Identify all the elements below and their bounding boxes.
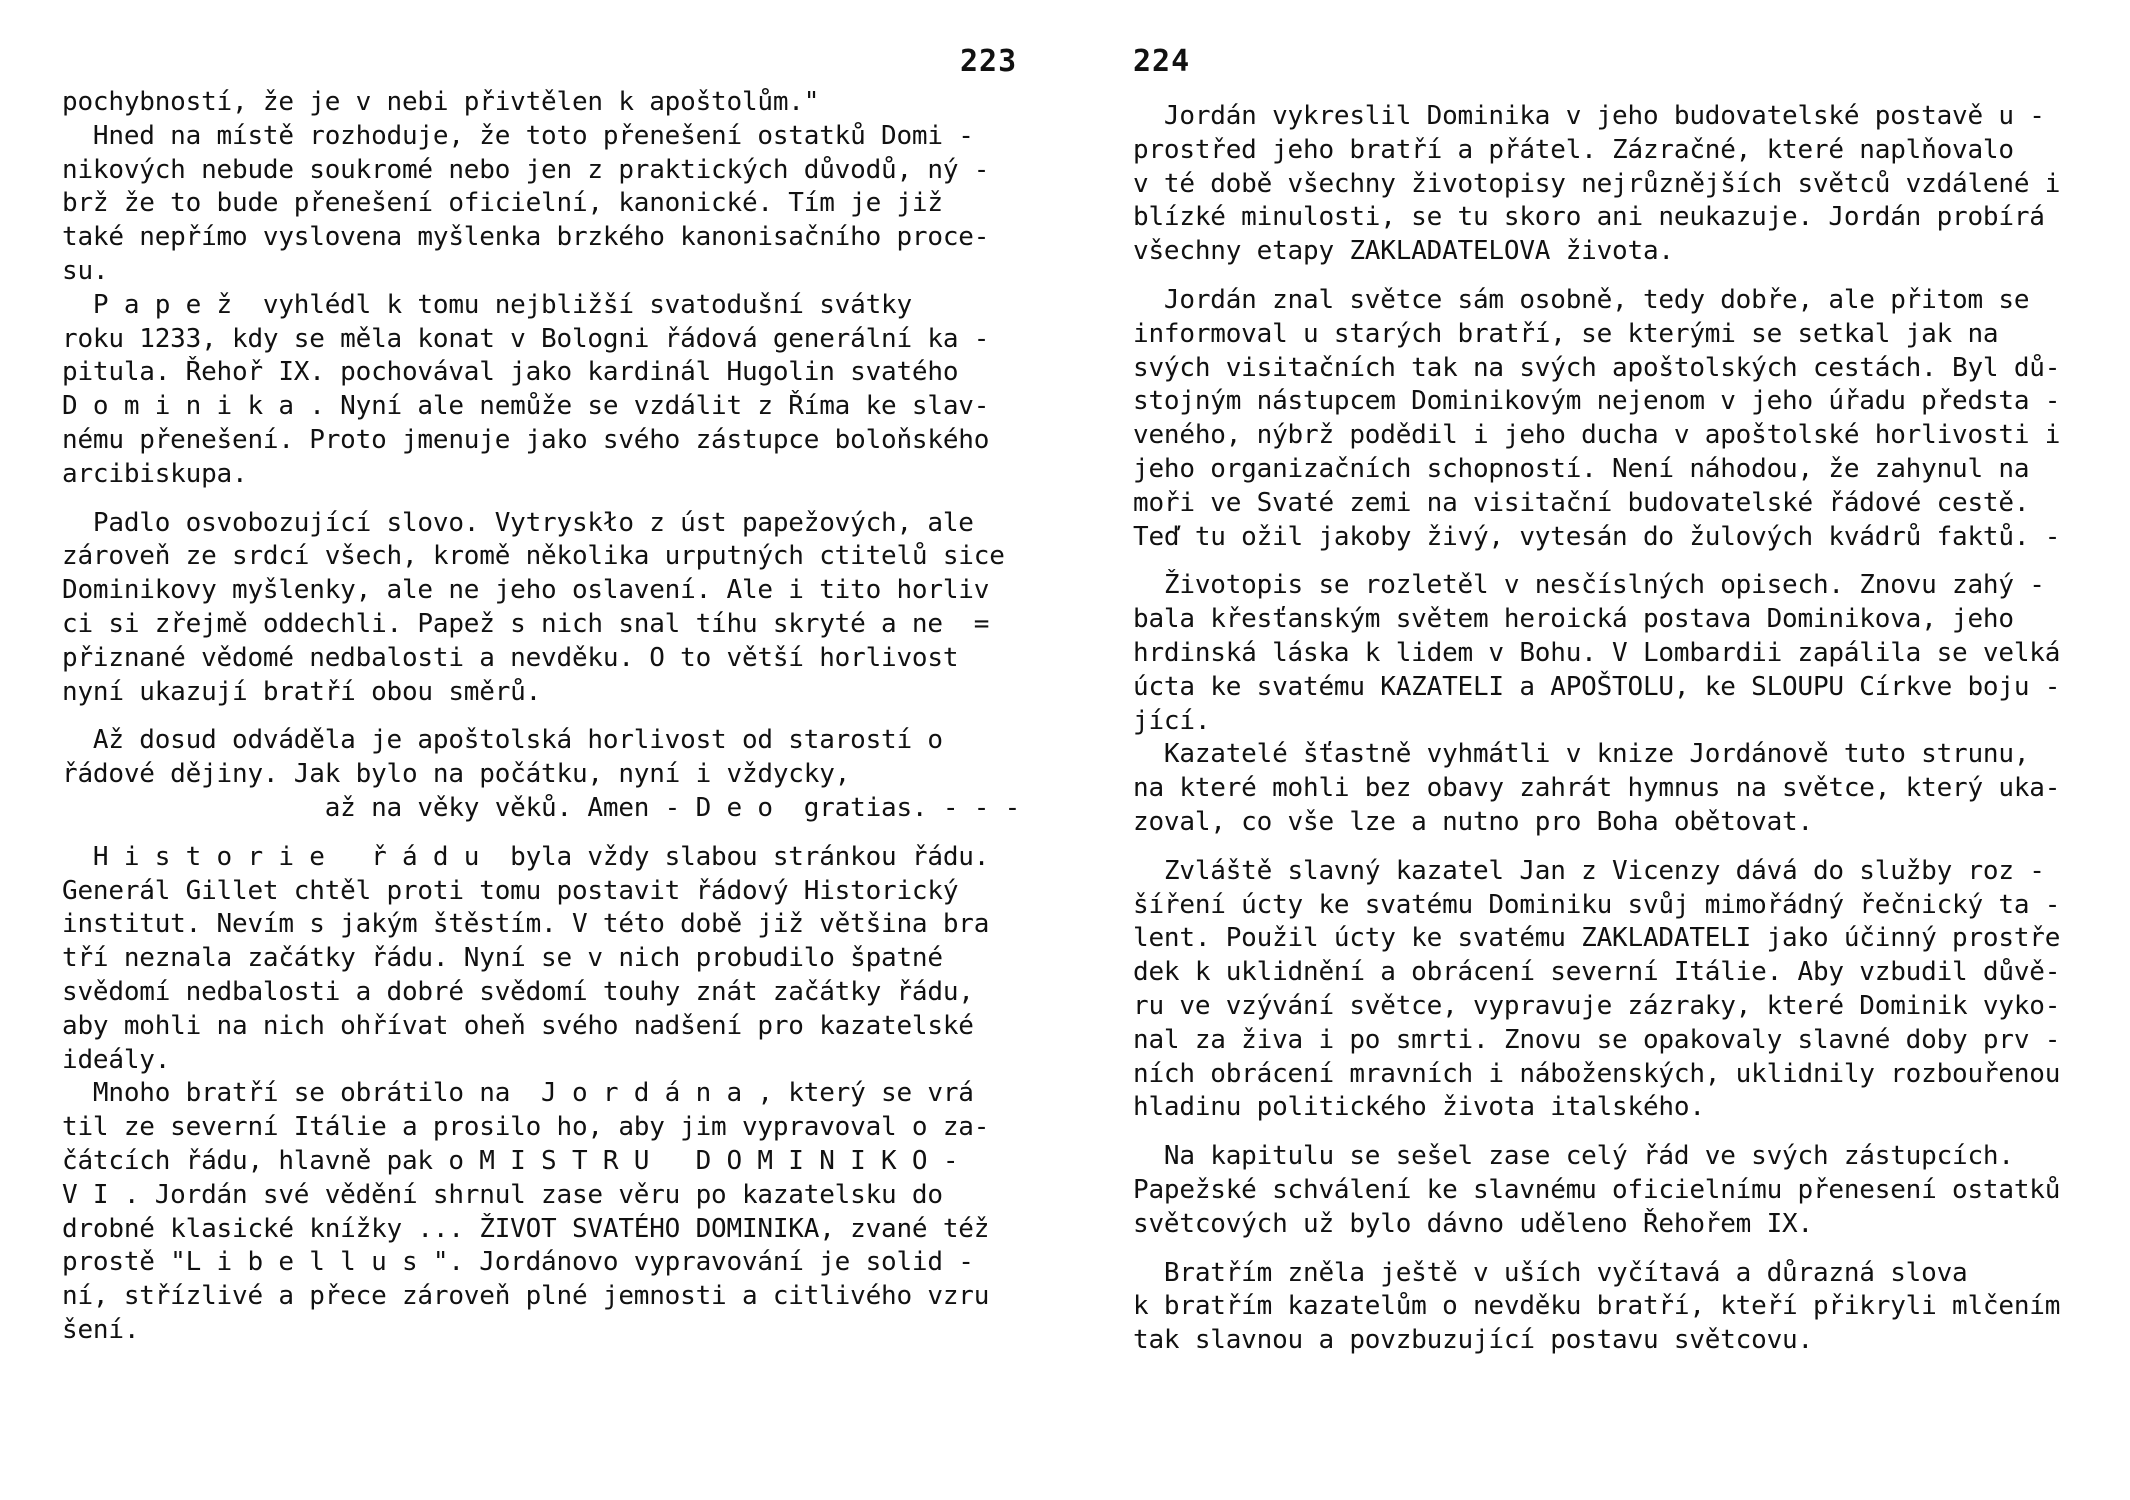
page-text	[1133, 100, 2060, 1358]
text-line: prostřed jeho bratří a přátel. Zázračné, které naplňovalo	[1133, 134, 2014, 165]
text-line: nyní ukazují bratří obou směrů.	[62, 676, 542, 707]
text-line: drobné klasické knížky ... ŽIVOT SVATÉHO DOMINIKA, zvané též	[62, 1213, 990, 1244]
text-line: brž že to bude přenešení oficielní, kanonické. Tím je již	[62, 188, 943, 219]
text-line: nikových nebude soukromé nebo jen z praktických důvodů, ný -	[62, 154, 990, 185]
text-line: úcta ke svatému KAZATELI a APOŠTOLU, ke SLOUPU Církve boju -	[1133, 671, 2061, 702]
text-line	[1133, 554, 2060, 569]
text-line	[1133, 840, 2060, 855]
text-line: informoval u starých bratří, se kterými se setkal jak na	[1133, 318, 1999, 349]
text-line: pochybností, že je v nebi přivtělen k apoštolům."	[62, 87, 820, 117]
text-line: Padlo osvobozující slovo. Vytryskło z úst papežových, ale	[62, 507, 974, 538]
text-line: P a p e ž vyhlédl k tomu nejbližší svatodušní svátky	[62, 289, 912, 320]
text-line: ci si zřejmě oddechli. Papež s nich snal tíhu skryté a ne =	[62, 608, 990, 639]
text-line: Až dosud odváděla je apoštolská horlivost od starostí o	[62, 725, 943, 756]
text-line: přiznané vědomé nedbalosti a nevděku. O to větší horlivost	[62, 642, 959, 673]
text-line: Jordán vykreslil Dominika v jeho budovatelské postavě u -	[1133, 101, 2045, 131]
text-line: ideály.	[62, 1044, 171, 1075]
text-line: Hned na místě rozhoduje, že toto přenešení ostatků Domi -	[62, 120, 974, 151]
text-line	[1133, 269, 2060, 284]
text-line: Bratřím zněla ještě v uších vyčítavá a důrazná slova	[1133, 1257, 1968, 1288]
text-line: hrdinská láska k lidem v Bohu. V Lombardii zapálila se velká	[1133, 637, 2061, 668]
page-text	[62, 86, 1020, 1348]
text-line: bala křesťanským světem heroická postava Dominikova, jeho	[1133, 604, 2014, 635]
page-number: 223	[960, 44, 1018, 79]
text-line: Životopis se rozletěl v nesčíslných opisech. Znovu zahý -	[1133, 570, 2045, 601]
text-line: moři ve Svaté zemi na visitační budovatelské řádové cestě.	[1133, 487, 2030, 518]
text-line: v té době všechny životopisy nejrůznějších světců vzdálené i	[1133, 168, 2061, 199]
text-line: stojným nástupcem Dominikovým nejenom v jeho úřadu předsta -	[1133, 386, 2061, 417]
text-line: til ze severní Itálie a prosilo ho, aby jim vypravoval o za-	[62, 1112, 990, 1143]
text-line: nému přenešení. Proto jmenuje jako svého zástupce boloňského	[62, 424, 990, 455]
text-line: jeho organizačních schopností. Není náhodou, že zahynul na	[1133, 453, 2030, 484]
text-line: Dominikovy myšlenky, ale ne jeho oslavení. Ale i tito horliv	[62, 575, 990, 606]
text-line: všechny etapy ZAKLADATELOVA života.	[1133, 236, 1674, 267]
text-line: světcových už bylo dávno uděleno Řehořem IX.	[1133, 1208, 1813, 1239]
text-line: su.	[62, 255, 109, 286]
text-line: roku 1233, kdy se měla konat v Bologni řádová generální ka -	[62, 323, 990, 354]
text-line: ních obrácení mravních i náboženských, uklidnily rozbouřenou	[1133, 1058, 2061, 1089]
text-line: Na kapitulu se sešel zase celý řád ve svých zástupcích.	[1133, 1141, 2014, 1172]
text-line: svědomí nedbalosti a dobré svědomí touhy znát začátky řádu,	[62, 976, 974, 1007]
text-line	[62, 826, 1020, 841]
text-line: tak slavnou a povzbuzující postavu světcovu.	[1133, 1325, 1813, 1356]
text-line: Mnoho bratří se obrátilo na J o r d á n a , který se vrá	[62, 1078, 974, 1109]
text-line: čátcích řádu, hlavně pak o M I S T R U D O M I N I K O -	[62, 1145, 959, 1176]
text-line	[1133, 1125, 2060, 1140]
text-line: Generál Gillet chtěl proti tomu postavit řádový Historický	[62, 875, 959, 906]
text-line: zoval, co vše lze a nutno pro Boha obětovat.	[1133, 806, 1813, 837]
text-line: institut. Nevím s jakým štěstím. V této době již většina bra	[62, 909, 990, 940]
text-line: nal za živa i po smrti. Znovu se opakovaly slavné doby prv -	[1133, 1024, 2061, 1055]
text-line: Papežské schválení ke slavnému oficielnímu přenesení ostatků	[1133, 1174, 2061, 1205]
text-line: veného, nýbrž podědil i jeho ducha v apoštolské horlivosti i	[1133, 420, 2061, 451]
text-line	[62, 709, 1020, 724]
text-line: hladinu politického života italského.	[1133, 1092, 1705, 1123]
text-line: V I . Jordán své vědění shrnul zase věru po kazatelsku do	[62, 1179, 943, 1210]
text-line: pitula. Řehoř IX. pochovával jako kardinál Hugolin svatého	[62, 357, 959, 388]
text-line: řádové dějiny. Jak bylo na počátku, nyní i vždycky,	[62, 759, 851, 790]
text-line: svých visitačních tak na svých apoštolských cestách. Byl dů-	[1133, 352, 2061, 383]
text-line	[62, 492, 1020, 507]
page-number: 224	[1133, 44, 1191, 79]
text-line: lent. Použil úcty ke svatému ZAKLADATELI jako účinný prostře	[1133, 923, 2061, 954]
text-line: šení.	[62, 1314, 140, 1345]
text-line: Jordán znal světce sám osobně, tedy dobře, ale přitom se	[1133, 284, 2030, 315]
text-line: H i s t o r i e ř á d u byla vždy slabou stránkou řádu.	[62, 841, 990, 872]
text-line: Zvláště slavný kazatel Jan z Vicenzy dává do služby roz -	[1133, 855, 2045, 886]
text-line: Kazatelé šťastně vyhmátli v knize Jordánově tuto strunu,	[1133, 739, 2030, 770]
text-line: také nepřímo vyslovena myšlenka brzkého kanonisačního proce-	[62, 222, 990, 253]
text-line: Teď tu ožil jakoby živý, vytesán do žulových kvádrů faktů. -	[1133, 521, 2061, 552]
text-line: na které mohli bez obavy zahrát hymnus na světce, který uka-	[1133, 773, 2061, 804]
text-line	[1133, 1242, 2060, 1257]
text-line: arcibiskupa.	[62, 458, 248, 489]
text-line: zároveň ze srdcí všech, kromě několika urputných ctitelů sice	[62, 541, 1005, 572]
text-line: k bratřím kazatelům o nevděku bratří, kteří přikryli mlčením	[1133, 1291, 2061, 1322]
text-line: ru ve vzývání světce, vypravuje zázraky, které Dominik vyko-	[1133, 990, 2061, 1021]
text-line: D o m i n i k a . Nyní ale nemůže se vzdálit z Říma ke slav-	[62, 391, 990, 422]
text-line: aby mohli na nich ohřívat oheň svého nadšení pro kazatelské	[62, 1010, 974, 1041]
text-line: prostě "L i b e l l u s ". Jordánovo vypravování je solid -	[62, 1247, 974, 1278]
text-line: ní, střízlivé a přece zároveň plné jemnosti a citlivého vzru	[62, 1281, 990, 1312]
text-line: tří neznala začátky řádu. Nyní se v nich probudilo špatné	[62, 943, 943, 974]
text-line: šíření úcty ke svatému Dominiku svůj mimořádný řečnický ta -	[1133, 889, 2061, 920]
text-line: blízké minulosti, se tu skoro ani neukazuje. Jordán probírá	[1133, 202, 2045, 233]
text-line: jící.	[1133, 705, 1211, 736]
text-line: až na věky věků. Amen - D e o gratias. - - -	[62, 792, 1021, 823]
text-line: dek k uklidnění a obrácení severní Itálie. Aby vzbudil důvě-	[1133, 957, 2061, 988]
